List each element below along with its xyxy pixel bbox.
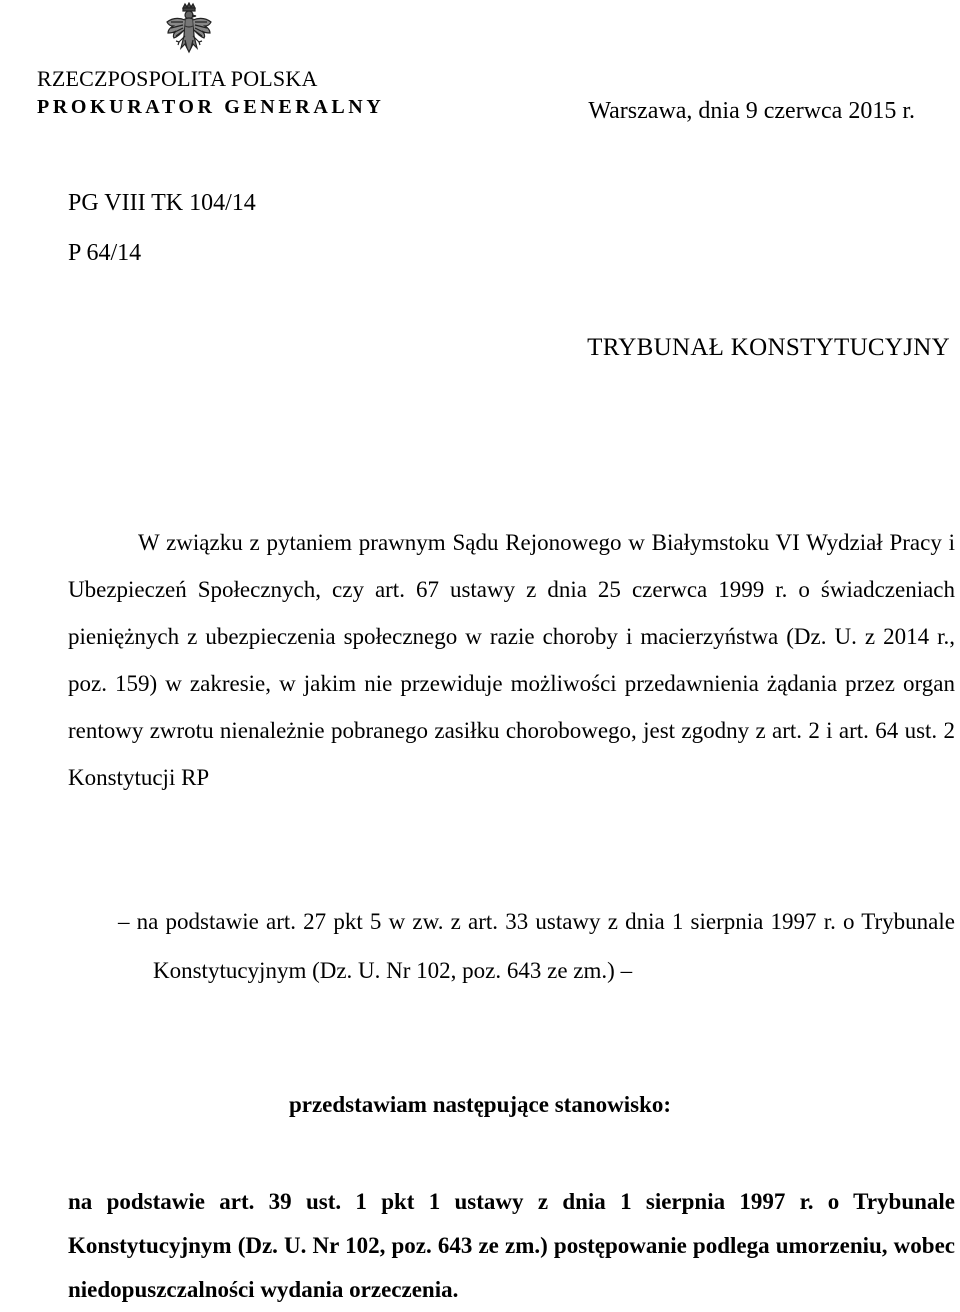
addressee: TRYBUNAŁ KONSTYTUCYJNY (587, 334, 950, 361)
institution-name: RZECZPOSPOLITA POLSKA (37, 66, 318, 91)
body-paragraph: W związku z pytaniem prawnym Sądu Rejonowego w Białymstoku VI Wydział Pracy i Ubezpieczeń Społecznych, czy art. 67 ustawy z dnia 25 czerwca 1999 r. o świadczeniach pieniężnych z ubezpieczenia społecznego w razie choroby i macierzyństwa (Dz. U. z 2014 r., poz. 159) w zakresie, w jakim nie przewiduje możliwości przedawnienia żądania przez organ rentowy zwrotu nienależnie pobranego zasiłku chorobowego, jest zgodny z art. 2 i art. 64 ust. 2 Konstytucji RP (68, 530, 955, 790)
case-reference-1: PG VIII TK 104/14 (68, 190, 256, 216)
case-reference-2: P 64/14 (68, 240, 142, 266)
polish-eagle-emblem-icon (163, 2, 215, 58)
statement-heading: przedstawiam następujące stanowisko: (288, 1092, 672, 1117)
document-date: Warszawa, dnia 9 czerwca 2015 r. (588, 98, 915, 124)
conclusion-paragraph: na podstawie art. 39 ust. 1 pkt 1 ustawy z dnia 1 sierpnia 1997 r. o Trybunale Konstytucyjnym (Dz. U. Nr 102, poz. 643 ze zm.) postępowanie podlega umorzeniu, wobec niedopuszczalności wydania orzeczenia. (68, 1189, 955, 1302)
office-name: PROKURATOR GENERALNY (37, 96, 385, 118)
legal-basis: – na podstawie art. 27 pkt 5 w zw. z art. 33 ustawy z dnia 1 sierpnia 1997 r. o Trybunale Konstytucyjnym (Dz. U. Nr 102, poz. 643 ze zm.) – (118, 909, 955, 983)
